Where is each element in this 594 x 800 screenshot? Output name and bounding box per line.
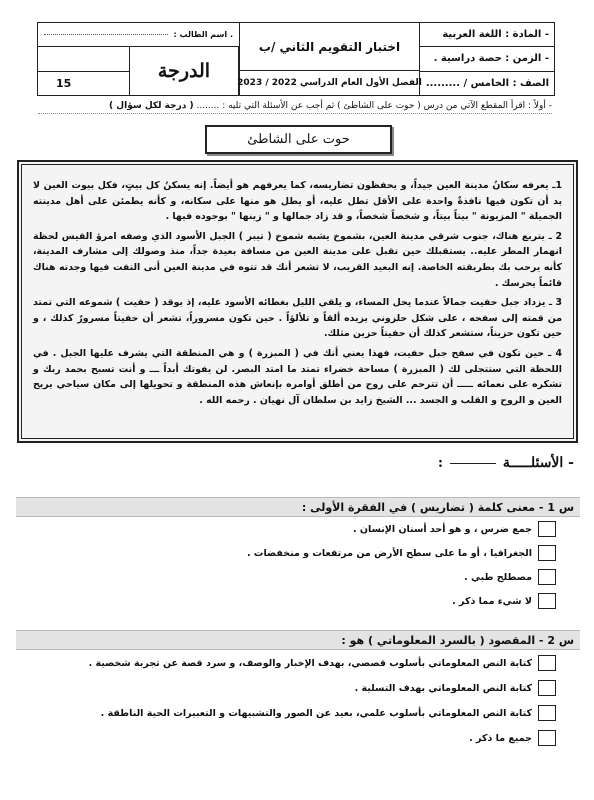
grade-area — [38, 47, 239, 95]
passage-paragraph-4: 4 ـ حين تكون في سفح جبل حفيت، فهذا يعني أنك في ( المبزرة ) و هي المنطقة التي يشرف عليها الجبل . في اللحظة التي ستتجلى لك ( المبزرة ) مساحة خضراء تمتد ما امتد البصر. لن يفوتك أبداً ـــ و أنت تسبح بحمد ربك و تشكره على نعمائه ـــــ أن تترحم على روح من أطلق أوامره بإنعاش هذه المنطقة و تحويلها إلى مكان سياحي يريح العين و الروح و القلب و الجسد ... الشيخ زايد بن سلطان آل نهيان . رحمه الله . — [33, 347, 562, 406]
question-2-label: س 2 - المقصود ( بالسرد المعلوماتي ) هو : — [16, 630, 580, 650]
score-input-cell[interactable] — [38, 47, 129, 72]
passage-paragraph-3: 3 ـ يزداد جبل حفيت جمالاً عندما يحل المساء، و يلقي الليل بغطائه الأسود عليه، إذ يوقد ( حفيت ) شموعه التي تمتد من قمته إلى سفحه ، على شكل حلزوني يزيده ألقاً و تلألؤاً . حين تكون مسروراً، تشعر أن حفيتاً مسرورٌ كذلك ، و حين تكون حزيناً، ستشعر كذلك أن حفيتاً حزين مثلك. — [33, 297, 562, 340]
term-label: الفصل الأول العام الدراسي 2022 / 2023 — [237, 78, 422, 89]
q1-option-1-checkbox[interactable] — [538, 521, 556, 537]
header-title-column — [237, 23, 422, 95]
heading-underline — [450, 463, 496, 464]
subject-label: - المادة : اللغة العربية — [420, 23, 554, 47]
q1-option-3-checkbox[interactable] — [538, 569, 556, 585]
reading-passage — [17, 160, 578, 443]
questions-heading-text: - الأسئلـــــة — [502, 455, 574, 471]
q2-option-4[interactable] — [469, 728, 556, 748]
q1-option-4[interactable] — [452, 591, 556, 611]
total-score: 15 — [56, 76, 72, 90]
student-name-row — [38, 23, 239, 47]
q2-option-3-checkbox[interactable] — [538, 705, 556, 721]
q2-option-3[interactable] — [101, 703, 556, 723]
passage-paragraph-2: 2 ـ يتربع هناك، جنوب شرقي مدينة العين، بشموخ يشبه شموخ ( تيبر ) الجبل الأسود الذي وصفه امرؤ القيس لحظة انهمار المطر عليه.. يستقبلك حين تقبل على مدينة العين من مسافة بعيدة جداً، منذ وصولك إلى مشارف المدينة، كأنه يرحب بك بطريقته الخاصة. إنه البعيد القريب، لا تشعر أنك قد تتوه في مدينة العين أنى التفت فيها وجدته هناك قائماً يحرسك . — [33, 230, 562, 289]
grade-label: الدرجة — [129, 46, 239, 96]
question-1-label: س 1 - معنى كلمة ( تضاريس ) في الفقرة الأولى : — [16, 497, 580, 517]
q2-option-1-checkbox[interactable] — [538, 655, 556, 671]
q2-option-4-checkbox[interactable] — [538, 730, 556, 746]
q2-option-3-text: كتابة النص المعلوماتي بأسلوب علمي، بعيد عن الصور والتشبيهات و التعبيرات الحية الناطقة . — [100, 707, 532, 719]
student-name-label: . اسم الطالب : — [173, 30, 233, 39]
q1-option-4-text: لا شيء مما ذكر . — [452, 595, 532, 607]
q2-option-2-text: كتابة النص المعلوماتي بهدف التسلية . — [354, 682, 532, 694]
q1-option-2-checkbox[interactable] — [538, 545, 556, 561]
q1-option-2-text: الجغرافيا ، أو ما على سطح الأرض من مرتفعات و منخفضات . — [247, 547, 532, 559]
q2-option-1-text: كتابة النص المعلوماتي بأسلوب قصصي، بهدف الإخبار والوصف، و سرد قصة عن تجربة شخصية . — [88, 657, 532, 669]
passage-paragraph-1: 1ـ يعرفه سكانُ مدينة العين جيداً، و يحفظون تضاريسه، كما يعرفهم هو أيضاً. إنه يسكنُ كل بيتٍ، فكل بيوت العين لا بد أن تكون فيها نافذةٌ واحدة على الأقل تطل عليه، أو يطل هو منها على سكانه، و كأنه يطمئن على أهل مدينته الجميلة " المزيونة " بيتاً بيتاً، و شخصاً شخصاً، و قد زاد جمالها و " زينها " بوجوده فيها . — [33, 180, 562, 223]
q1-option-1[interactable] — [353, 519, 556, 539]
student-name-field[interactable] — [44, 34, 168, 35]
q2-option-1[interactable] — [89, 653, 556, 673]
score-cell — [38, 47, 129, 95]
q2-option-2-checkbox[interactable] — [538, 680, 556, 696]
story-title: حوت على الشاطئ — [205, 125, 392, 154]
header-grade-column — [38, 23, 239, 95]
questions-heading — [438, 455, 574, 471]
q2-option-4-text: جميع ما ذكر . — [469, 732, 532, 744]
reading-instruction — [38, 101, 552, 114]
q1-option-1-text: جمع ضرس ، و هو أحد أسنان الإنسان . — [352, 523, 532, 535]
instruction-text: - أولاً : اقرأ المقطع الآتي من درس ( حوت على الشاطئ ) ثم أجب عن الأسئلة التي تليه : ........ — [196, 101, 552, 111]
q1-option-4-checkbox[interactable] — [538, 593, 556, 609]
header-info-column — [419, 23, 554, 95]
exam-header — [37, 22, 555, 96]
exam-title: اختبار التقويم الثاني /ب — [240, 23, 419, 71]
instruction-marks: ( درجة لكل سؤال ) — [109, 101, 194, 111]
q1-option-3-text: مصطلح طبي . — [464, 571, 532, 583]
q1-option-3[interactable] — [464, 567, 556, 587]
heading-colon: : — [437, 455, 444, 471]
time-label: - الزمن : حصة دراسية . — [420, 47, 554, 71]
grade-level-label: الصف : الخامس / ......... — [425, 77, 549, 89]
q1-option-2[interactable] — [247, 543, 556, 563]
q2-option-2[interactable] — [355, 678, 556, 698]
